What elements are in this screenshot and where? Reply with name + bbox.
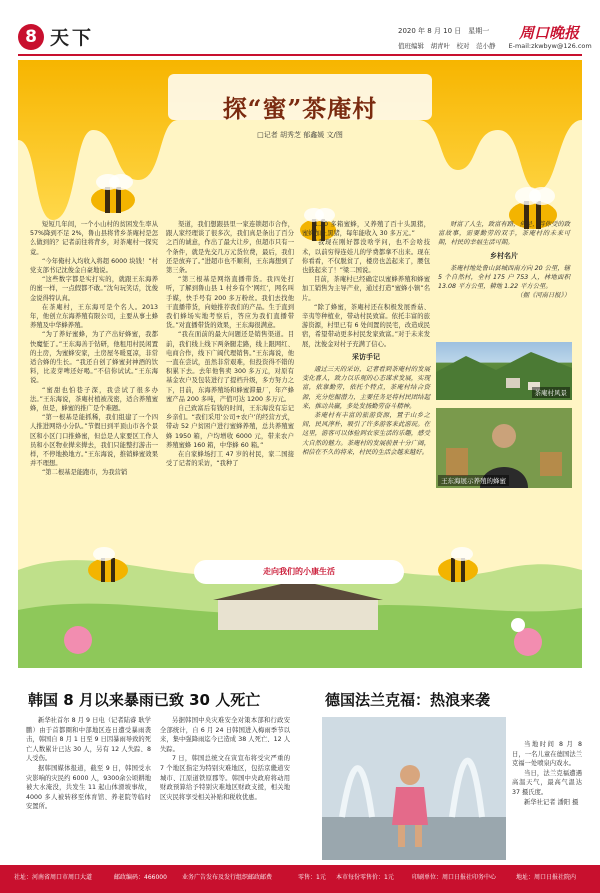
paragraph: 茶庵村有丰富的旅游资源，置于山乡之间，民风淳朴，吸引了许多游客来此游玩。在这里，游客可以体验到农家生活的乐趣，感受大自然的魅力。茶庵村的发展前景十分广阔，相信在不久的将来，村民的生活会越来越好。 — [302, 412, 430, 456]
paragraph: 新华社首尔 8 月 9 日电（记者陆睿 耿学鹏）由于首都圈和中部地区连日遭受暴雨袭击，韩国自 8 月 1 日至 9 日因暴雨导致的死亡人数累计已达 30 人，另有 12 人失踪、8 人受伤。 — [26, 717, 151, 763]
paragraph: 目前，茶庵村已经确定以蜜蜂养殖和蜂蜜加工销售为主导产业，通过打造“蜜蜂小镇”名片。 — [302, 276, 430, 302]
feature-byline: □记者 胡秀芝 郁鑫媛 文/图 — [257, 131, 343, 139]
feature-column-3 — [302, 220, 430, 457]
paragraph: “蜜甜也怕巷子深，我尝试了很多办法。”王东海说，茶庵村植被茂密，适合养殖蜜蜂，但是，蜂蜜的推广是个难题。 — [30, 386, 158, 413]
fountain-child-photo — [322, 717, 506, 860]
village-landscape-photo — [436, 342, 572, 400]
paragraph: 当地时间 8 月 8 日，一名儿童在德国法兰克福一处喷泉内戏水。 — [512, 741, 582, 768]
subheading-interview-notes: 采访手记 — [352, 352, 380, 361]
footer-item: 地址：周口日报社院内 — [516, 874, 577, 881]
paragraph: “第二根基是能跑市，为我营销 — [42, 469, 128, 477]
paragraph: “除了蜂蜜，茶庵村还在积极发展香菇、辛夷等种植业，带动村民致富。依托丰富的旅游资源，村里已有 6 处间置的民宅，改造成民宿，希望带动更多村民发家致富。”对于未来发展，沈俊金对村子充满了信心。 — [302, 303, 430, 348]
paragraph: 另据韩国中央灾难安全对策本部和行政安全部统计，自 6 月 24 日韩国进入梅雨季节以来，集中强降雨迄今已造成 38 人死亡、12 人失踪。 — [160, 717, 290, 753]
article1-column-1 — [26, 716, 151, 812]
paragraph: 当日，法兰克福遭遇高温天气，最高气温达 37 摄氏度。 — [512, 769, 582, 796]
footer-item: 社址：河南省周口市周口大道 — [14, 874, 93, 881]
newspaper-logo: 周口晚报 — [519, 24, 580, 42]
bee-icon — [91, 174, 135, 213]
photo-caption: 王东海展示养殖的蜂蜜 — [438, 475, 509, 486]
paragraph: 据韩国媒体报道，截至 9 日，韩国受水灾影响的灾民约 6000 人，9300余公顷耕地被大水淹没，共发生 11 起山体滑坡事故，4000 多人被转移至体育馆、养老院等临时安置所。 — [26, 764, 151, 811]
feature-column-4 — [438, 220, 570, 301]
beekeeper-portrait-photo — [436, 408, 572, 488]
village-illustration — [18, 530, 582, 668]
paragraph: 茶庵村地处鲁山县城西南方向 20 公里，辖 5 个自然村，全村 175 户 753 人，林地面积 13.08 平方公里，耕地 1.22 平方公里。 — [438, 264, 570, 291]
paragraph: 新华社记者 潘阳 摄 — [524, 798, 579, 806]
footer-item: 印刷单位：周口日报社印务中心 — [412, 874, 497, 881]
footer-item: 本市每份零售价：1元 — [336, 874, 394, 881]
footer-bar — [0, 865, 600, 893]
paragraph: 短短几年间，一个小山村的贫困发生率从 57%降到不足 2%，鲁山县将背乡茶庵村是怎么做到的？记者前往将背乡，对茶庵村一探究竟。 — [30, 221, 158, 256]
article2-caption — [512, 740, 582, 807]
paragraph: 渠道，我们想跟县里一家连锁超市合作，跟人家经理谈了很多次，我们真是条出了百分之百的诚意，作出了最大让步，但超市只有一个条件，就是先交几万元货位费，最后，我们还是放弃了。”进超市也不顺利，王东海想到了第三条。 — [166, 221, 294, 275]
paragraph: “这些数字都是实打实的，就跟王东海养的蜜一样，一点假都不敢。”沈句玩笑话，沈俊金说得特认真。 — [30, 276, 158, 302]
date-line: 2020 年 8 月 10 日 星期一 — [398, 27, 490, 35]
campaign-banner: 走向我们的小康生活 — [194, 560, 404, 584]
paragraph: 通过三天的采访，记者看到茶庵村的发展变化喜人，致力以乐观的心态谋求发展，实现富，依靠勤劳，依托个特点，茶庵村结合资源，充分挖掘潜力，主要任务是将村民团结起来，推动共赢，多处发扬勤劳奋斗精神。 — [302, 366, 430, 410]
paragraph: 在自家蜂场打工 47 岁的村民，家二国接受了记者的采访，“我种了 — [166, 451, 294, 468]
paragraph: “第三根基是网络直播带货。我四处打听，了解到鲁山县 1 村乡有个‘网红’，网名叫手媒，快手号有 200 多万粉丝。我们去找他干直播带货，向她推荐我们的产品。生于直到我们蜂场实地考察后，答应为我们直播带货。”对直播带货的效果，王东海很满意。 — [166, 276, 294, 330]
subheading-village-card: 乡村名片 — [490, 251, 518, 260]
header-divider — [18, 54, 582, 56]
paragraph: “为了养好蜜蜂，为了产出好蜂蜜，我都快魔怔了。”王东海善于钻研，他租用村民闲置的土房，为蜜蜂安家，土房屋冬暖夏凉，非常适合蜂的生长。“我还自创了蜂蜜封神酒的饮料，比麦芽啤还好喝。”不信你试试。”王东海说。 — [30, 331, 158, 385]
feature-headline: 探“蜜”茶庵村 — [222, 94, 378, 123]
section-title: 天下 — [50, 27, 95, 49]
paragraph: 1.30 多箱蜜蜂，又养殖了百十头黑猪，蜜蜂加上黑猪，每年能收入 30 多万元。” — [302, 221, 430, 238]
feature-panel — [18, 60, 582, 668]
paragraph: “今年俺村入均收入将超 6000 块钱！”村党支部书记沈俊金自豪地说。 — [30, 257, 158, 275]
page-number-badge: 8 — [18, 24, 44, 50]
footer-item: 邮政编码：466000 — [114, 874, 167, 881]
paragraph: “我现在刚好都没啥学问，也不会啥技术，以前穷得连娃儿的学费都拿不出来。现在你看看，不仅脱贫了，楼房也盖起来了，腰包也鼓起来了！”梁二国说。 — [302, 239, 430, 275]
paragraph: “第一根基是能抓稀，我们组建了一个四人推进网络小分队。”节假日到平顶山市各个景区和小区门口推蜂蜜，但总是人家要区工作人员和小区物业撵来撵去，我们只能整打游击一样，不停地换地方。”王东海说，推销蜂蜜效果并不理想。 — [30, 414, 158, 468]
paragraph: 在茶庵村，王东海可是个名人。2013 年，他创立东海养殖有限公司，主要从事土蜂养殖及中华蜂养殖。 — [30, 303, 158, 330]
article1-column-2 — [160, 716, 290, 802]
paragraph: 7 日，韩国总统文在寅宣布将受灾严重的 7 个地区指定为特别灾难地区，包括京畿道安城市、江原道铁原郡等。韩国中央政府将动用财政预算给予特别灾难地区财政支援，相关地区灾民将享受相关补贴和税收优惠。 — [160, 755, 290, 801]
photo-caption: 茶庵村风景 — [532, 387, 571, 398]
paragraph: 财富了人生，致富有路，但是，将你受的致富故事，需要勤劳的双手，茶庵村的未来可期，村民的幸福生活可期。 — [438, 221, 570, 247]
feature-column-1 — [30, 220, 158, 478]
paragraph: “我在面前的最大问题还是销售渠道。目前，我们线上线下两条腿走路，线上跟网红、电商合作，线下广阔代理销售。”王东海说，他一直在尝试，虽然非常艰难，但投资得不错的积累下去。去年他售卖 300 多万元，对原有基金农户及包装进行了提档升级，多方努力之下，目前，东海养殖场和蜂蜜滞量厂，年产蜂蜜产品 200 多吨，产值可达 1200 多万元。 — [166, 331, 294, 403]
feature-column-2 — [166, 220, 294, 468]
source-note: （据《河南日报》） — [516, 292, 570, 300]
editor-line: 值班编辑 胡青叶 校对 范小静 E-mail:zkwbyw@126.com — [398, 42, 592, 50]
article-headline-korea-rain: 韩国 8 月以来暴雨已致 30 人死亡 — [28, 691, 261, 709]
paragraph: 自己致富后有钱的时间，王东海没有忘记乡亲们。“我们采用‘公司+农户’的经营方式，带动 52 户贫困户进行蜜蜂养殖，总共养殖蜜蜂 1950 箱，户均增收 6000 元，带来农户养殖蜜蜂 160 箱，中华蜂 60 箱。” — [166, 405, 294, 449]
footer-item: 业务广告发布及发行组织邮政邮费 — [182, 874, 273, 881]
footer-item: 零售：1元 — [298, 874, 326, 881]
article-headline-frankfurt-heat: 德国法兰克福：热浪来袭 — [325, 691, 491, 709]
